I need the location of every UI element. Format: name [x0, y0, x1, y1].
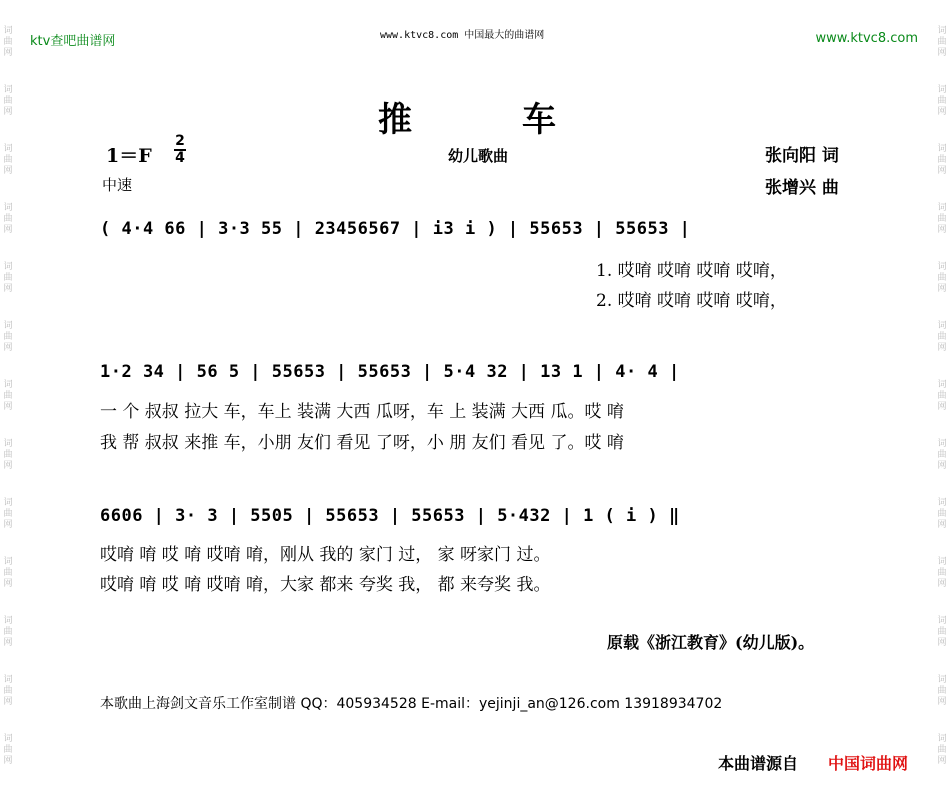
- footer-site-link[interactable]: 中国词曲网: [828, 754, 909, 773]
- side-watermark-right: 词曲网 词曲网 词曲网 词曲网 词曲网 词曲网 词曲网 词曲网 词曲网 词曲网 词曲网 词曲网 词曲网: [937, 26, 947, 766]
- score-line-1-notes: ( 4·4 66 | 3·3 55 | 23456567 | i3 i ) | 55653 | 55653 |: [100, 219, 691, 239]
- score-line-2-notes: 1·2 34 | 56 5 | 55653 | 55653 | 5·4 32 | 13 1 | 4· 4 |: [100, 362, 680, 382]
- song-title: 推车: [378, 100, 666, 140]
- score-line-3-lyric-1: 哎唷 唷 哎 唷 哎唷 唷，刚从 我的 家门 过， 家 呀家门 过。: [100, 545, 551, 565]
- score-line-1-lyric-2: 2. 哎唷 哎唷 哎唷 哎唷，: [596, 291, 787, 311]
- score-line-3-notes: 6606 | 3· 3 | 5505 | 55653 | 55653 | 5·432 | 1 ( i ) ‖: [100, 506, 680, 526]
- time-signature-bottom: 4: [175, 150, 185, 166]
- site-tagline: www.ktvc8.com 中国最大的曲谱网: [380, 30, 545, 41]
- song-genre: 幼儿歌曲: [448, 147, 509, 165]
- score-line-3-lyric-2: 哎唷 唷 哎 唷 哎唷 唷，大家 都来 夸奖 我， 都 来夸奖 我。: [100, 575, 551, 595]
- lyricist: 张向阳 词: [765, 146, 839, 166]
- time-signature: [174, 134, 186, 166]
- time-signature-top: 2: [175, 133, 185, 149]
- composer: 张增兴 曲: [765, 178, 839, 198]
- footer-source-label: 本曲谱源自: [718, 754, 799, 773]
- site-name-left[interactable]: ktv查吧曲谱网: [30, 34, 116, 49]
- transcriber-credit: 本歌曲上海剑文音乐工作室制谱 QQ：405934528 E-mail：yejinji_an@126.com 13918934702: [100, 696, 723, 712]
- score-line-1-lyric-1: 1. 哎唷 哎唷 哎唷 哎唷，: [596, 261, 787, 281]
- side-watermark-left: 词曲网 词曲网 词曲网 词曲网 词曲网 词曲网 词曲网 词曲网 词曲网 词曲网 词曲网 词曲网 词曲网: [3, 26, 13, 766]
- key-signature: 1＝F: [106, 145, 152, 167]
- score-line-2-lyric-2: 我 帮 叔叔 来推 车，小朋 友们 看见 了呀，小 朋 友们 看见 了。哎 唷: [100, 433, 624, 453]
- source-note: 原载《浙江教育》(幼儿版)。: [607, 633, 815, 652]
- site-url-right[interactable]: www.ktvc8.com: [815, 31, 918, 46]
- tempo-marking: 中速: [102, 176, 133, 194]
- score-line-2-lyric-1: 一 个 叔叔 拉大 车，车上 装满 大西 瓜呀，车 上 装满 大西 瓜。哎 唷: [100, 402, 624, 422]
